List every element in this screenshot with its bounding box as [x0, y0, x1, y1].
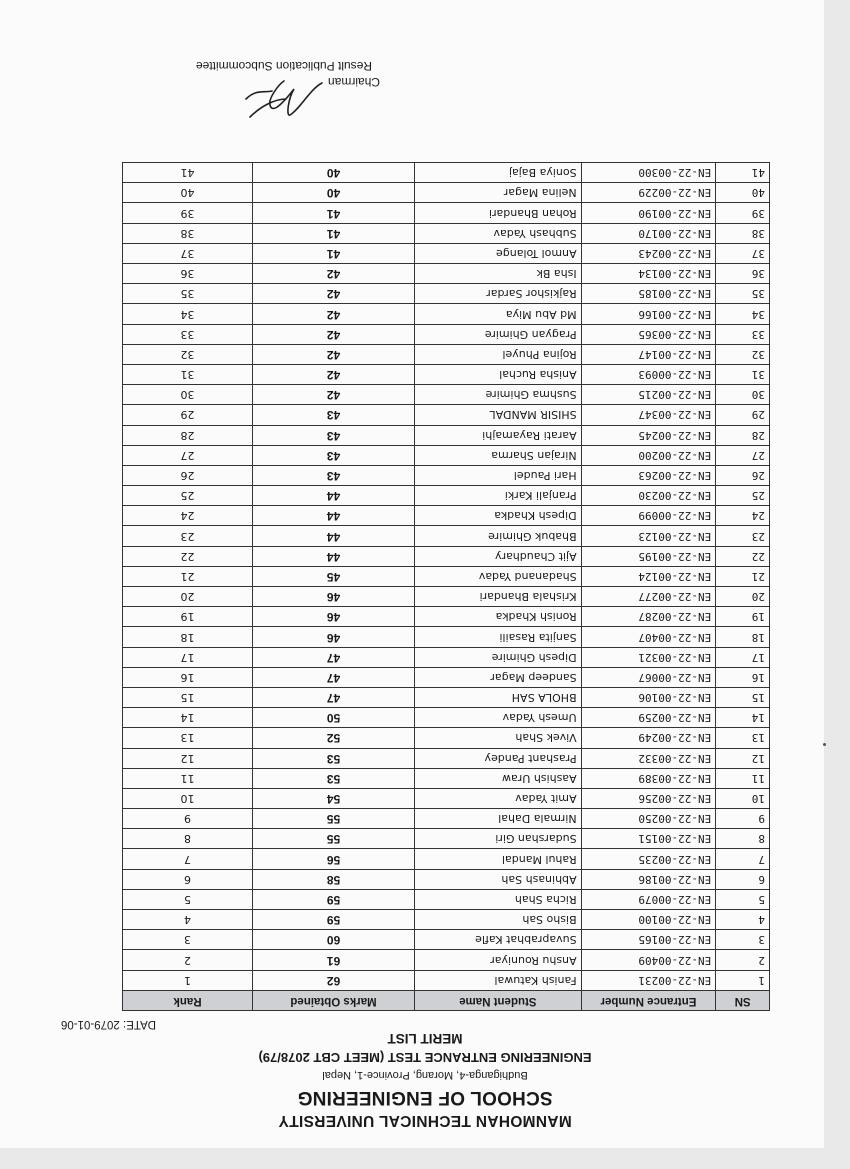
table-row [123, 566, 770, 586]
cell-sn: 33 [716, 324, 770, 344]
cell-rank: 2 [123, 950, 253, 970]
merit-table [122, 162, 770, 1011]
cell-entrance-number: EN-22-00300 [581, 163, 716, 183]
cell-student-name: Rojina Phuyel [415, 344, 582, 364]
cell-rank: 12 [123, 748, 253, 768]
table-row [123, 930, 770, 950]
table-row [123, 748, 770, 768]
table-row [123, 809, 770, 829]
table-body [123, 163, 770, 991]
cell-rank: 8 [123, 829, 253, 849]
cell-sn: 38 [716, 223, 770, 243]
school-address: Budhiganga-4, Morang, Province-1, Nepal [322, 1069, 528, 1081]
cell-sn: 32 [716, 344, 770, 364]
cell-sn: 25 [716, 486, 770, 506]
cell-marks: 52 [252, 728, 414, 748]
table-row [123, 667, 770, 687]
cell-sn: 21 [716, 566, 770, 586]
cell-sn: 36 [716, 264, 770, 284]
cell-sn: 26 [716, 465, 770, 485]
cell-marks: 44 [252, 506, 414, 526]
cell-student-name: SHISIR MANDAL [415, 405, 582, 425]
cell-sn: 39 [716, 203, 770, 223]
publication-date: DATE: 2079-01-06 [60, 1018, 156, 1030]
cell-sn: 29 [716, 405, 770, 425]
cell-student-name: Subhash Yadav [415, 223, 582, 243]
cell-entrance-number: EN-22-00134 [581, 264, 716, 284]
table-row [123, 486, 770, 506]
cell-entrance-number: EN-22-00263 [581, 465, 716, 485]
cell-student-name: Bhabuk Ghimire [415, 526, 582, 546]
cell-marks: 59 [252, 889, 414, 909]
cell-entrance-number: EN-22-00147 [581, 344, 716, 364]
cell-entrance-number: EN-22-00186 [581, 869, 716, 889]
column-header-sn: SN [716, 990, 770, 1010]
cell-sn: 7 [716, 849, 770, 869]
cell-student-name: Aarati Rayamajhi [415, 425, 582, 445]
column-header-entrance-number: Entrance Number [581, 990, 716, 1010]
cell-entrance-number: EN-22-00185 [581, 284, 716, 304]
table-row [123, 465, 770, 485]
university-name: MANMOHAN TECHNICAL UNIVERSITY [278, 1112, 572, 1129]
cell-marks: 41 [252, 243, 414, 263]
cell-sn: 10 [716, 788, 770, 808]
cell-rank: 7 [123, 849, 253, 869]
cell-entrance-number: EN-22-00079 [581, 889, 716, 909]
cell-marks: 46 [252, 607, 414, 627]
cell-student-name: Rahul Mandal [415, 849, 582, 869]
table-row [123, 405, 770, 425]
cell-marks: 54 [252, 788, 414, 808]
cell-student-name: Prashant Pandey [415, 748, 582, 768]
signature-image [240, 69, 330, 129]
table-row [123, 223, 770, 243]
cell-entrance-number: EN-22-00106 [581, 688, 716, 708]
cell-entrance-number: EN-22-00277 [581, 587, 716, 607]
cell-rank: 26 [123, 465, 253, 485]
table-row [123, 970, 770, 990]
cell-sn: 17 [716, 647, 770, 667]
cell-rank: 30 [123, 385, 253, 405]
cell-student-name: Nirajan Sharma [415, 445, 582, 465]
cell-student-name: Anisha Ruchal [415, 365, 582, 385]
cell-rank: 36 [123, 264, 253, 284]
cell-marks: 47 [252, 688, 414, 708]
cell-marks: 44 [252, 546, 414, 566]
cell-marks: 53 [252, 748, 414, 768]
cell-sn: 15 [716, 688, 770, 708]
cell-sn: 19 [716, 607, 770, 627]
cell-sn: 18 [716, 627, 770, 647]
cell-marks: 42 [252, 304, 414, 324]
cell-student-name: Ronish Khadka [415, 607, 582, 627]
cell-sn: 41 [716, 163, 770, 183]
cell-student-name: Umesh Yadav [415, 708, 582, 728]
cell-sn: 31 [716, 365, 770, 385]
cell-marks: 40 [252, 183, 414, 203]
cell-sn: 34 [716, 304, 770, 324]
cell-rank: 1 [123, 970, 253, 990]
cell-student-name: Nelina Magar [415, 183, 582, 203]
cell-sn: 4 [716, 910, 770, 930]
cell-student-name: Sanjita Rasaili [415, 627, 582, 647]
cell-student-name: Sandeep Magar [415, 667, 582, 687]
cell-entrance-number: EN-22-00287 [581, 607, 716, 627]
cell-marks: 41 [252, 223, 414, 243]
cell-marks: 42 [252, 365, 414, 385]
cell-student-name: Pragyan Ghimire [415, 324, 582, 344]
cell-sn: 23 [716, 526, 770, 546]
cell-student-name: Anmol Tolange [415, 243, 582, 263]
cell-sn: 9 [716, 809, 770, 829]
cell-sn: 8 [716, 829, 770, 849]
cell-marks: 46 [252, 587, 414, 607]
table-row [123, 163, 770, 183]
cell-entrance-number: EN-22-00093 [581, 365, 716, 385]
table-row [123, 647, 770, 667]
cell-entrance-number: EN-22-00195 [581, 546, 716, 566]
cell-sn: 37 [716, 243, 770, 263]
cell-marks: 42 [252, 324, 414, 344]
table-row [123, 344, 770, 364]
cell-student-name: Dipesh Ghimire [415, 647, 582, 667]
cell-student-name: Anshu Rouniyar [415, 950, 582, 970]
cell-rank: 38 [123, 223, 253, 243]
table-row [123, 728, 770, 748]
cell-student-name: Bisho Sah [415, 910, 582, 930]
cell-marks: 46 [252, 627, 414, 647]
table-row [123, 284, 770, 304]
cell-sn: 5 [716, 889, 770, 909]
cell-marks: 55 [252, 829, 414, 849]
cell-entrance-number: EN-22-00250 [581, 809, 716, 829]
cell-marks: 47 [252, 647, 414, 667]
list-title: MERIT LIST [387, 1031, 463, 1046]
table-row [123, 869, 770, 889]
cell-rank: 29 [123, 405, 253, 425]
cell-rank: 16 [123, 667, 253, 687]
cell-entrance-number: EN-22-00409 [581, 950, 716, 970]
cell-marks: 43 [252, 405, 414, 425]
cell-student-name: Dipesh Khadka [415, 506, 582, 526]
cell-entrance-number: EN-22-00123 [581, 526, 716, 546]
exam-title: ENGINEERING ENTRANCE TEST (MEET CBT 2078/79) [258, 1050, 592, 1065]
cell-marks: 62 [252, 970, 414, 990]
cell-rank: 35 [123, 284, 253, 304]
cell-entrance-number: EN-22-00231 [581, 970, 716, 990]
cell-student-name: Shadanand Yadav [415, 566, 582, 586]
cell-sn: 22 [716, 546, 770, 566]
cell-rank: 25 [123, 486, 253, 506]
cell-sn: 16 [716, 667, 770, 687]
cell-sn: 27 [716, 445, 770, 465]
cell-rank: 10 [123, 788, 253, 808]
cell-rank: 41 [123, 163, 253, 183]
cell-marks: 58 [252, 869, 414, 889]
cell-marks: 47 [252, 667, 414, 687]
cell-rank: 39 [123, 203, 253, 223]
table-row [123, 304, 770, 324]
school-name: SCHOOL OF ENGINEERING [297, 1087, 553, 1108]
table-row [123, 324, 770, 344]
cell-sn: 3 [716, 930, 770, 950]
cell-entrance-number: EN-22-00067 [581, 667, 716, 687]
cell-rank: 22 [123, 546, 253, 566]
cell-student-name: Abhinash Sah [415, 869, 582, 889]
cell-marks: 42 [252, 344, 414, 364]
cell-sn: 30 [716, 385, 770, 405]
cell-rank: 17 [123, 647, 253, 667]
cell-rank: 40 [123, 183, 253, 203]
cell-rank: 33 [123, 324, 253, 344]
signatory-role: Result Publication Subcommittee [195, 59, 372, 73]
cell-rank: 3 [123, 930, 253, 950]
cell-entrance-number: EN-22-00256 [581, 788, 716, 808]
cell-rank: 24 [123, 506, 253, 526]
cell-rank: 4 [123, 910, 253, 930]
table-row [123, 889, 770, 909]
cell-entrance-number: EN-22-00259 [581, 708, 716, 728]
cell-sn: 1 [716, 970, 770, 990]
cell-entrance-number: EN-22-00124 [581, 566, 716, 586]
cell-rank: 14 [123, 708, 253, 728]
table-row [123, 688, 770, 708]
cell-entrance-number: EN-22-00190 [581, 203, 716, 223]
table-row [123, 627, 770, 647]
cell-rank: 32 [123, 344, 253, 364]
cell-student-name: Hari Paudel [415, 465, 582, 485]
cell-sn: 13 [716, 728, 770, 748]
cell-entrance-number: EN-22-00321 [581, 647, 716, 667]
cell-marks: 43 [252, 445, 414, 465]
cell-student-name: Richa Shah [415, 889, 582, 909]
cell-rank: 5 [123, 889, 253, 909]
cell-sn: 14 [716, 708, 770, 728]
table-row [123, 203, 770, 223]
cell-rank: 31 [123, 365, 253, 385]
table-row [123, 365, 770, 385]
signatory-title: Chairman [327, 75, 380, 89]
column-header-rank: Rank [123, 990, 253, 1010]
cell-student-name: Vivek Shah [415, 728, 582, 748]
table-row [123, 546, 770, 566]
cell-rank: 27 [123, 445, 253, 465]
cell-entrance-number: EN-22-00166 [581, 304, 716, 324]
cell-student-name: Soniya Bajaj [415, 163, 582, 183]
cell-entrance-number: EN-22-00243 [581, 243, 716, 263]
table-row [123, 506, 770, 526]
cell-sn: 24 [716, 506, 770, 526]
cell-rank: 6 [123, 869, 253, 889]
cell-rank: 21 [123, 566, 253, 586]
cell-student-name: Isha Bk [415, 264, 582, 284]
cell-entrance-number: EN-22-00332 [581, 748, 716, 768]
cell-marks: 42 [252, 264, 414, 284]
cell-entrance-number: EN-22-00165 [581, 930, 716, 950]
table-row [123, 425, 770, 445]
cell-sn: 20 [716, 587, 770, 607]
table-row [123, 243, 770, 263]
cell-entrance-number: EN-22-00389 [581, 768, 716, 788]
cell-marks: 45 [252, 566, 414, 586]
cell-sn: 40 [716, 183, 770, 203]
cell-entrance-number: EN-22-00099 [581, 506, 716, 526]
cell-entrance-number: EN-22-00151 [581, 829, 716, 849]
cell-marks: 53 [252, 768, 414, 788]
table-row [123, 183, 770, 203]
cell-marks: 40 [252, 163, 414, 183]
cell-entrance-number: EN-22-00365 [581, 324, 716, 344]
cell-rank: 37 [123, 243, 253, 263]
cell-student-name: Rohan Bhandari [415, 203, 582, 223]
cell-student-name: Rajkishor Sardar [415, 284, 582, 304]
cell-sn: 12 [716, 748, 770, 768]
cell-marks: 42 [252, 385, 414, 405]
table-row [123, 849, 770, 869]
table-row [123, 708, 770, 728]
cell-sn: 28 [716, 425, 770, 445]
cell-entrance-number: EN-22-00215 [581, 385, 716, 405]
cell-rank: 11 [123, 768, 253, 788]
cell-marks: 60 [252, 930, 414, 950]
cell-student-name: Ajit Chaudhary [415, 546, 582, 566]
column-header-student-name: Student Name [415, 990, 582, 1010]
cell-entrance-number: EN-22-00347 [581, 405, 716, 425]
table-header-row [123, 990, 770, 1010]
table-row [123, 950, 770, 970]
cell-marks: 43 [252, 465, 414, 485]
cell-student-name: BHOLA SAH [415, 688, 582, 708]
cell-student-name: Pranjali Karki [415, 486, 582, 506]
cell-student-name: Amit Yadav [415, 788, 582, 808]
cell-marks: 50 [252, 708, 414, 728]
cell-entrance-number: EN-22-00100 [581, 910, 716, 930]
cell-rank: 13 [123, 728, 253, 748]
cell-marks: 41 [252, 203, 414, 223]
cell-rank: 15 [123, 688, 253, 708]
cell-student-name: Krishala Bhandari [415, 587, 582, 607]
cell-marks: 44 [252, 526, 414, 546]
cell-sn: 6 [716, 869, 770, 889]
table-row [123, 587, 770, 607]
column-header-marks: Marks Obtained [252, 990, 414, 1010]
cell-entrance-number: EN-22-00235 [581, 849, 716, 869]
cell-rank: 34 [123, 304, 253, 324]
cell-marks: 61 [252, 950, 414, 970]
cell-student-name: Suvaprabhat Kafle [415, 930, 582, 950]
cell-student-name: Aashish Uraw [415, 768, 582, 788]
table-row [123, 385, 770, 405]
table-row [123, 768, 770, 788]
cell-rank: 19 [123, 607, 253, 627]
cell-student-name: Fanish Katuwal [415, 970, 582, 990]
table-row [123, 264, 770, 284]
cell-rank: 23 [123, 526, 253, 546]
table-row [123, 788, 770, 808]
cell-rank: 18 [123, 627, 253, 647]
table-row [123, 910, 770, 930]
cell-entrance-number: EN-22-00200 [581, 445, 716, 465]
cell-rank: 20 [123, 587, 253, 607]
cell-marks: 55 [252, 809, 414, 829]
cell-entrance-number: EN-22-00230 [581, 486, 716, 506]
cell-student-name: Sushma Ghimire [415, 385, 582, 405]
cell-student-name: Md Abu Miya [415, 304, 582, 324]
cell-rank: 9 [123, 809, 253, 829]
cell-student-name: Nirmala Dahal [415, 809, 582, 829]
cell-sn: 35 [716, 284, 770, 304]
cell-sn: 2 [716, 950, 770, 970]
table-row [123, 829, 770, 849]
table-row [123, 445, 770, 465]
cell-entrance-number: EN-22-00245 [581, 425, 716, 445]
cell-marks: 56 [252, 849, 414, 869]
cell-student-name: Sudarshan Giri [415, 829, 582, 849]
cell-entrance-number: EN-22-00170 [581, 223, 716, 243]
paper-speck [823, 743, 826, 746]
cell-entrance-number: EN-22-00407 [581, 627, 716, 647]
cell-marks: 59 [252, 910, 414, 930]
cell-sn: 11 [716, 768, 770, 788]
table-row [123, 607, 770, 627]
cell-marks: 43 [252, 425, 414, 445]
cell-entrance-number: EN-22-00249 [581, 728, 716, 748]
cell-entrance-number: EN-22-00229 [581, 183, 716, 203]
cell-marks: 44 [252, 486, 414, 506]
cell-marks: 42 [252, 284, 414, 304]
cell-rank: 28 [123, 425, 253, 445]
table-row [123, 526, 770, 546]
